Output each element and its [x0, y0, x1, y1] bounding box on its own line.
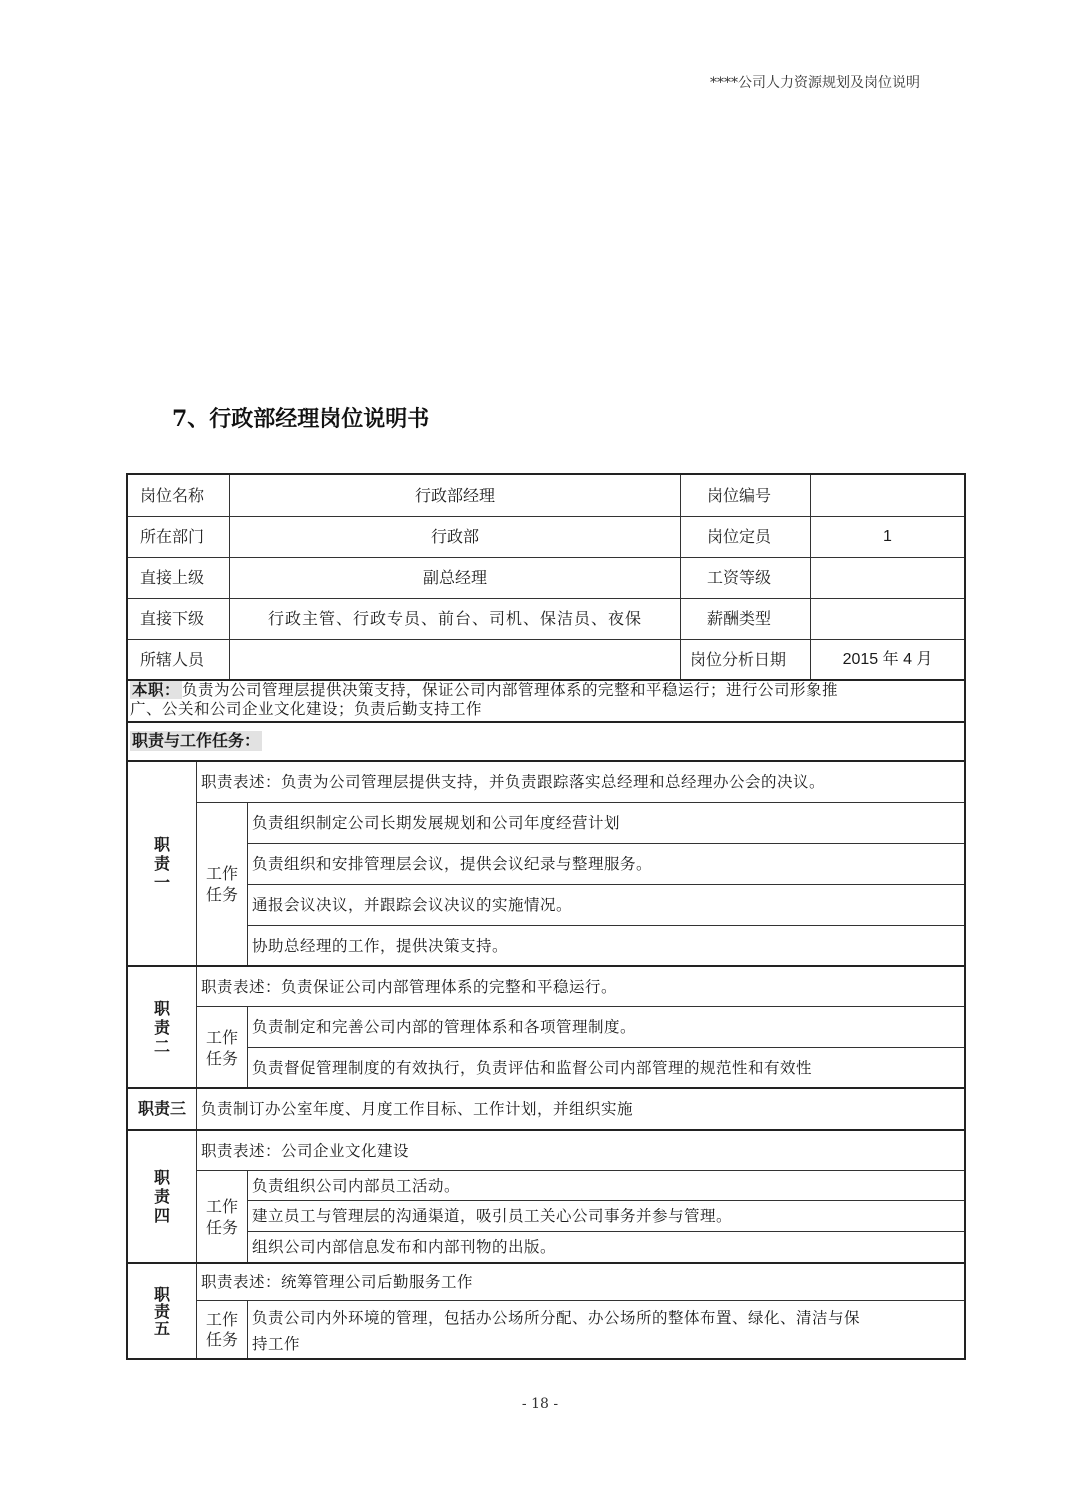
main-duty: [130, 681, 964, 721]
duty3-label: 职责三: [137, 1099, 186, 1118]
page-number: - 18 -: [521, 1396, 559, 1412]
duty1-description: 职责表述：负责为公司管理层提供支持，并负责跟踪落实总经理和总经理办公会的决议。: [201, 773, 826, 791]
duty2-label: 职 责 二: [153, 999, 170, 1056]
value-direct-superior: 副总经理: [422, 567, 487, 587]
duty2-description: 职责表述：负责保证公司内部管理体系的完整和平稳运行。: [201, 977, 618, 996]
duty4-label: 职 责 四: [153, 1168, 170, 1225]
label-salary-grade: 工资等级: [707, 567, 772, 587]
section-title: 7、行政部经理岗位说明书: [172, 406, 430, 432]
duty1-task-4: 协助总经理的工作，提供决策支持。: [252, 936, 509, 955]
duty1-task-2: 负责组织和安排管理层会议，提供会议纪录与整理服务。: [252, 855, 653, 873]
main-duty-text-line2: 广、公关和公司企业文化建设；负责后勤支持工作: [130, 700, 483, 718]
label-headcount: 岗位定员: [707, 526, 772, 546]
duty1-task-1: 负责组织制定公司长期发展规划和公司年度经营计划: [252, 814, 621, 832]
value-pay-type: [811, 598, 964, 639]
duty5-task-1-line1: 负责公司内外环境的管理，包括办公场所分配、办公场所的整体布置、绿化、清洁与保: [252, 1309, 861, 1327]
duty4-task-2: 建立员工与管理层的沟通渠道，吸引员工关心公司事务并参与管理。: [252, 1207, 733, 1225]
duty5-label: 职 责 五: [153, 1284, 170, 1338]
value-analysis-date: 2015 年 4 月: [842, 650, 933, 668]
duty4-description: 职责表述：公司企业文化建设: [201, 1141, 410, 1160]
duty2-task-2: 负责督促管理制度的有效执行，负责评估和监督公司内部管理的规范性和有效性: [252, 1059, 813, 1077]
label-direct-superior: 直接上级: [140, 567, 205, 587]
duty5-task-label: 工作 任务: [205, 1309, 238, 1349]
duty1-label: 职 责 一: [153, 835, 170, 892]
main-duty-text-line1: 负责为公司管理层提供决策支持，保证公司内部管理体系的完整和平稳运行；进行公司形象推: [182, 681, 839, 699]
duty4-task-label: 工作 任务: [205, 1196, 238, 1237]
duty1-task-label: 工作 任务: [205, 864, 238, 904]
duty1-task-3: 通报会议决议，并跟踪会议决议的实施情况。: [252, 896, 573, 914]
value-department: 行政部: [430, 526, 479, 546]
main-duty-label: 本职：: [132, 681, 181, 699]
value-salary-grade: [811, 557, 964, 598]
value-job-code: [811, 475, 964, 516]
label-job-code: 岗位编号: [707, 485, 772, 505]
duties-heading: [130, 723, 964, 759]
label-job-title: 岗位名称: [140, 485, 205, 505]
label-staff-managed: 所辖人员: [140, 649, 205, 669]
duty4-task-3: 组织公司内部信息发布和内部刊物的出版。: [252, 1238, 557, 1256]
value-job-title: 行政部经理: [414, 485, 495, 505]
label-analysis-date: 岗位分析日期: [690, 649, 787, 669]
label-pay-type: 薪酬类型: [707, 608, 772, 628]
duties-heading-text: 职责与工作任务：: [132, 731, 261, 750]
label-department: 所在部门: [140, 526, 205, 546]
running-header: ****公司人力资源规划及岗位说明: [710, 75, 920, 91]
duty2-task-label: 工作 任务: [205, 1027, 238, 1068]
duty2-task-1: 负责制定和完善公司内部的管理体系和各项管理制度。: [252, 1018, 637, 1036]
duty3-description: 负责制订办公室年度、月度工作目标、工作计划，并组织实施: [201, 1100, 634, 1118]
duty4-task-1: 负责组织公司内部员工活动。: [252, 1176, 461, 1195]
duty5-task-1-line2: 持工作: [252, 1335, 301, 1353]
duty5-task-1: [252, 1305, 964, 1357]
value-headcount: 1: [883, 527, 892, 545]
job-description-table: [126, 473, 966, 1360]
value-direct-subordinates: 行政主管、行政专员、前台、司机、保洁员、夜保: [267, 608, 642, 628]
value-staff-managed: [230, 639, 680, 680]
duty5-description: 职责表述：统筹管理公司后勤服务工作: [201, 1273, 474, 1291]
label-direct-subordinates: 直接下级: [140, 608, 205, 628]
